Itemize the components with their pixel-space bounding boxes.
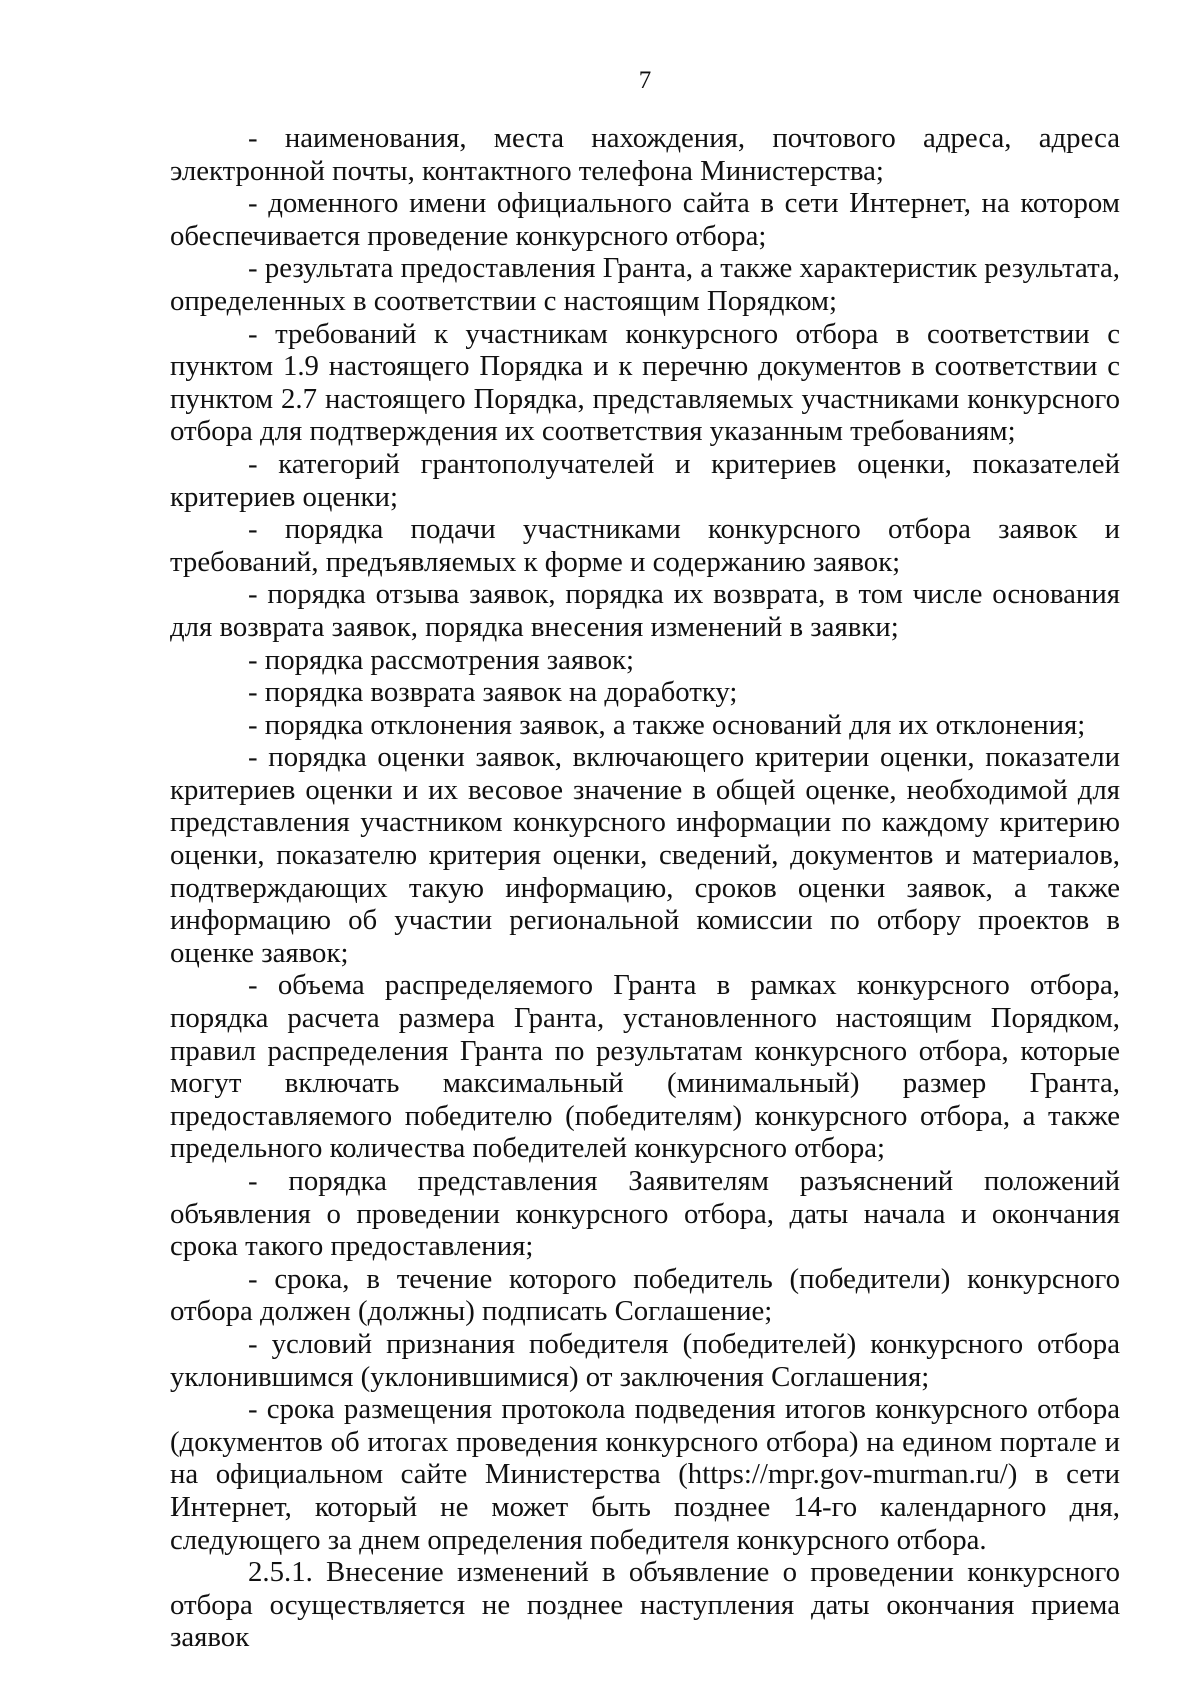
paragraph: - срока размещения протокола подведения итогов конкурсного отбора (документов об итогах проведения конкурсного отбора) на едином портале и на официальном сайте Министерства (https://mpr.gov-murman.ru/) в сети Интернет, который не может быть позднее 14-го календарного дня, следующего за днем определения победителя конкурсного отбора. [170, 1393, 1120, 1556]
page-number: 7 [638, 67, 652, 94]
paragraph: - порядка представления Заявителям разъяснений положений объявления о проведении конкурсного отбора, даты начала и окончания срока такого предоставления; [170, 1165, 1120, 1263]
paragraph: - требований к участникам конкурсного отбора в соответствии с пунктом 1.9 настоящего Порядка и к перечню документов в соответствии с пунктом 2.7 настоящего Порядка, представляемых участниками конкурсного отбора для подтверждения их соответствия указанным требованиям; [170, 317, 1120, 448]
paragraph: - срока, в течение которого победитель (победители) конкурсного отбора должен (должны) подписать Соглашение; [170, 1262, 1120, 1328]
paragraph: - категорий грантополучателей и критериев оценки, показателей критериев оценки; [170, 447, 1120, 513]
paragraph: - порядка отзыва заявок, порядка их возврата, в том числе основания для возврата заявок, порядка внесения изменений в заявки; [170, 578, 1120, 643]
paragraph: - объема распределяемого Гранта в рамках конкурсного отбора, порядка расчета размера Гранта, установленного настоящим Порядком, правил распределения Гранта по результатам конкурсного отбора, которые могут включать максимальный (минимальный) размер Гранта, предоставляемого победителю (победителям) конкурсного отбора, а также предельного количества победителей конкурсного отбора; [170, 969, 1120, 1165]
document-body [170, 122, 1120, 1654]
paragraph: - результата предоставления Гранта, а также характеристик результата, определенных в соответствии с настоящим Порядком; [170, 252, 1120, 317]
paragraph: - порядка оценки заявок, включающего критерии оценки, показатели критериев оценки и их весовое значение в общей оценке, необходимой для представления участником конкурсного информации по каждому критерию оценки, показателю критерия оценки, сведений, документов и материалов, подтверждающих такую информацию, сроков оценки заявок, а также информацию об участии региональной комиссии по отбору проектов в оценке заявок; [170, 741, 1120, 969]
paragraph: 2.5.1. Внесение изменений в объявление о проведении конкурсного отбора осуществляется не позднее наступления даты окончания приема заявок [170, 1556, 1120, 1654]
paragraph: - порядка возврата заявок на доработку; [248, 676, 738, 709]
paragraph: - порядка отклонения заявок, а также оснований для их отклонения; [248, 708, 1086, 741]
paragraph: - наименования, места нахождения, почтового адреса, адреса электронной почты, контактного телефона Министерства; [170, 122, 1120, 187]
paragraph: - доменного имени официального сайта в сети Интернет, на котором обеспечивается проведение конкурсного отбора; [170, 187, 1120, 252]
paragraph: - условий признания победителя (победителей) конкурсного отбора уклонившимся (уклонившимися) от заключения Соглашения; [170, 1327, 1120, 1393]
paragraph: - порядка подачи участниками конкурсного отбора заявок и требований, предъявляемых к форме и содержанию заявок; [170, 513, 1120, 578]
paragraph: - порядка рассмотрения заявок; [248, 643, 634, 676]
document-page [170, 0, 1120, 1702]
